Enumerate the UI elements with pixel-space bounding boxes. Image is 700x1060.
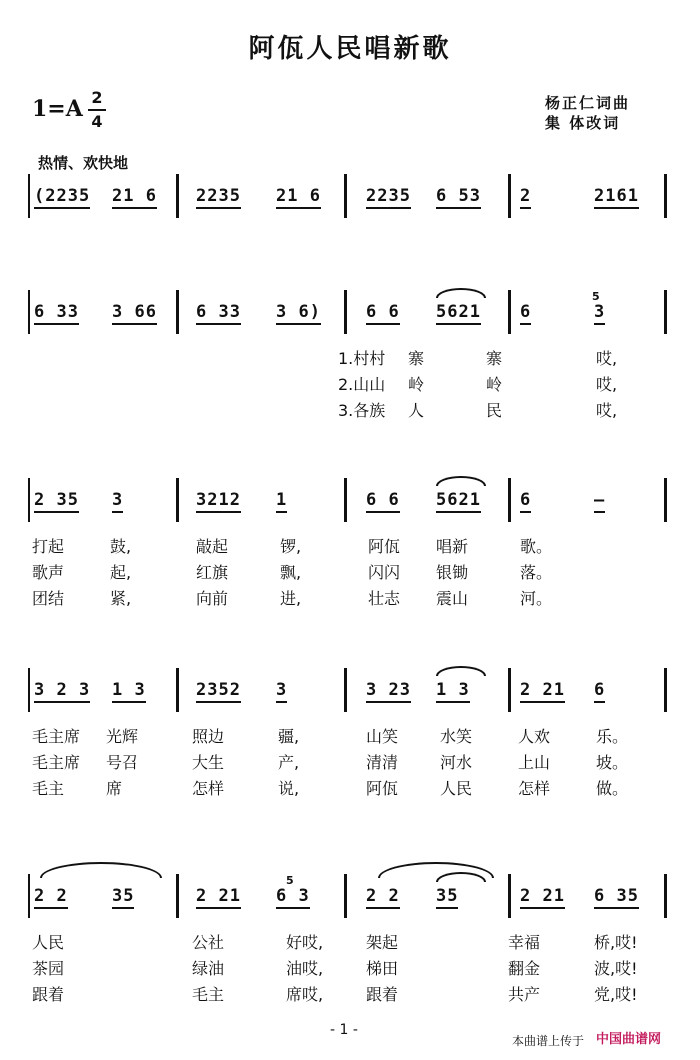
lyric-word: 人欢 [518,727,551,746]
note-group [112,186,157,206]
lyric-word: 3.各族 [338,401,386,420]
lyric-word: 银锄 [436,563,469,582]
lyric-word: 歌声 [32,563,65,582]
note-group [436,490,481,510]
note-group [520,302,531,322]
note-text: 3 6) [276,302,321,325]
note-group [276,490,287,510]
barline [28,874,30,918]
note-group [436,186,481,206]
credit-composer: 杨正仁词曲 [545,94,631,112]
lyric-word: 锣, [280,537,302,556]
note-text: 3 [594,302,605,325]
barline [344,668,347,712]
barline [28,668,30,712]
slur [436,476,486,486]
note-text: 3 [112,490,123,513]
note-text: 6 33 [34,302,79,325]
barline [508,290,511,334]
barline [28,290,30,334]
note-group [594,186,639,206]
note-text: 21 6 [276,186,321,209]
slur [40,862,162,878]
lyric-word: 毛主席 [32,727,81,746]
note-group [594,886,639,906]
note-group [436,680,470,700]
note-text: 2 [520,186,531,209]
lyric-word: 人民 [32,933,65,952]
lyric-word: 毛主 [32,779,65,798]
lyric-word: 阿佤 [366,779,399,798]
lyric-word: 紧, [110,589,132,608]
lyric-word: 团结 [32,589,65,608]
note-text: 3 [276,680,287,703]
lyric-word: 水笑 [440,727,473,746]
barline [508,174,511,218]
barline [176,874,179,918]
note-group [366,302,400,322]
lyric-word: 幸福 [508,933,541,952]
note-text: 3 2 3 [34,680,90,703]
barline [508,478,511,522]
note-text: 2235 [196,186,241,209]
note-group [196,302,241,322]
note-text: 1 3 [436,680,470,703]
lyric-word: 好哎, [286,933,324,952]
note-text: 5621 [436,302,481,325]
note-group [366,886,400,906]
grace-note: 5 [592,290,600,303]
lyric-word: 壮志 [368,589,401,608]
lyric-word: 跟着 [366,985,399,1004]
note-text: 2352 [196,680,241,703]
lyric-word: 阿佤 [368,537,401,556]
note-group [594,490,605,510]
key-signature: 1=A [32,96,83,122]
lyric-word: 岭 [408,375,425,394]
note-group [276,680,287,700]
note-text: 5621 [436,490,481,513]
note-group [276,186,321,206]
credit-lyricist: 集 体改词 [545,114,621,132]
barline [344,290,347,334]
upload-note: 本曲谱上传于 [512,1034,585,1048]
lyric-word: 鼓, [110,537,132,556]
barline [664,874,667,918]
barline [344,174,347,218]
page-number: - 1 - [330,1022,358,1038]
note-text: 1 [276,490,287,513]
note-group [34,186,90,206]
note-group [594,302,605,322]
note-text: 6 [520,490,531,513]
barline [664,478,667,522]
lyric-word: 震山 [436,589,469,608]
note-text: 2235 [366,186,411,209]
note-text: 3212 [196,490,241,513]
note-group [520,680,565,700]
barline [344,478,347,522]
note-group [112,490,123,510]
time-signature [88,88,106,132]
lyric-word: 红旗 [196,563,229,582]
lyric-word: 闪闪 [368,563,401,582]
note-group [34,886,68,906]
lyric-word: 怎样 [192,779,225,798]
time-sig-top: 2 [91,88,103,107]
note-text: 21 6 [112,186,157,209]
lyric-word: 产, [278,753,300,772]
lyric-word: 落。 [520,563,553,582]
note-text: 6 6 [366,302,400,325]
note-text: 2 2 [34,886,68,909]
lyric-word: 大生 [192,753,225,772]
slur [436,666,486,676]
barline [508,874,511,918]
lyric-word: 毛主席 [32,753,81,772]
note-text: 6 3 [276,886,310,909]
note-text: 35 [112,886,134,909]
note-group [366,680,411,700]
lyric-word: 波,哎! [594,959,638,978]
lyric-word: 河。 [520,589,553,608]
lyric-word: 坡。 [596,753,629,772]
lyric-word: 哎, [596,375,618,394]
lyric-word: 说, [278,779,300,798]
note-text: 1 3 [112,680,146,703]
note-group [276,302,321,322]
note-group [594,680,605,700]
note-group [196,490,241,510]
note-text: 35 [436,886,458,909]
note-group [366,186,411,206]
lyric-word: 共产 [508,985,541,1004]
slur [436,288,486,298]
tempo-marking: 热情、欢快地 [38,154,129,172]
note-group [34,680,90,700]
barline [28,478,30,522]
lyric-word: 人民 [440,779,473,798]
lyric-word: 号召 [106,753,139,772]
lyric-word: 光辉 [106,727,139,746]
lyric-word: 民 [486,401,503,420]
note-text: 3 23 [366,680,411,703]
lyric-word: 清清 [366,753,399,772]
lyric-word: 唱新 [436,537,469,556]
note-text: 6 6 [366,490,400,513]
note-text: 2 21 [196,886,241,909]
lyric-word: 敲起 [196,537,229,556]
grace-note: 5 [286,874,294,887]
lyric-word: 飘, [280,563,302,582]
lyric-word: 打起 [32,537,65,556]
note-text: 2 2 [366,886,400,909]
lyric-word: 席 [106,779,123,798]
barline [176,174,179,218]
note-text: 6 53 [436,186,481,209]
note-group [366,490,400,510]
lyric-word: 1.村村 [338,349,386,368]
note-group [112,886,134,906]
time-sig-bottom: 4 [91,112,103,131]
note-text: 2 21 [520,886,565,909]
lyric-word: 做。 [596,779,629,798]
note-group [436,302,481,322]
lyric-word: 进, [280,589,302,608]
lyric-word: 跟着 [32,985,65,1004]
song-title: 阿佤人民唱新歌 [248,34,452,64]
lyric-word: 照边 [192,727,225,746]
lyric-word: 河水 [440,753,473,772]
note-group [436,886,458,906]
lyric-word: 油哎, [286,959,324,978]
lyric-word: 歌。 [520,537,553,556]
time-sig-line [88,109,106,111]
note-text: 6 [520,302,531,325]
note-group [520,886,565,906]
note-text: 6 [594,680,605,703]
lyric-word: 席哎, [286,985,324,1004]
lyric-word: 哎, [596,349,618,368]
barline [28,174,30,218]
note-group [112,680,146,700]
note-text: (2235 [34,186,90,209]
note-group [196,886,241,906]
note-group [112,302,157,322]
note-text: 2 35 [34,490,79,513]
note-group [276,886,310,906]
site-logo: 中国曲谱网 [596,1032,662,1047]
barline [176,668,179,712]
barline [664,174,667,218]
note-group [34,302,79,322]
note-group [520,186,531,206]
lyric-word: 绿油 [192,959,225,978]
note-text: 2161 [594,186,639,209]
note-group [520,490,531,510]
lyric-word: 岭 [486,375,503,394]
note-group [196,680,241,700]
lyric-word: 人 [408,401,425,420]
lyric-word: 疆, [278,727,300,746]
slur [378,862,494,878]
note-text: 2 21 [520,680,565,703]
lyric-word: 寨 [408,349,425,368]
lyric-word: 怎样 [518,779,551,798]
barline [664,668,667,712]
lyric-word: 毛主 [192,985,225,1004]
lyric-word: 党,哎! [594,985,638,1004]
lyric-word: 哎, [596,401,618,420]
lyric-word: 翻金 [508,959,541,978]
lyric-word: 山笑 [366,727,399,746]
barline [664,290,667,334]
barline [344,874,347,918]
lyric-word: 乐。 [596,727,629,746]
note-group [196,186,241,206]
lyric-word: 向前 [196,589,229,608]
lyric-word: 架起 [366,933,399,952]
note-text: 6 35 [594,886,639,909]
lyric-word: 寨 [486,349,503,368]
lyric-word: 桥,哎! [594,933,638,952]
lyric-word: 上山 [518,753,551,772]
lyric-word: 公社 [192,933,225,952]
lyric-word: 茶园 [32,959,65,978]
barline [176,290,179,334]
note-text: 6 33 [196,302,241,325]
lyric-word: 梯田 [366,959,399,978]
note-text: 3 66 [112,302,157,325]
note-text: – [594,490,605,513]
barline [176,478,179,522]
lyric-word: 起, [110,563,132,582]
note-group [34,490,79,510]
barline [508,668,511,712]
lyric-word: 2.山山 [338,375,386,394]
